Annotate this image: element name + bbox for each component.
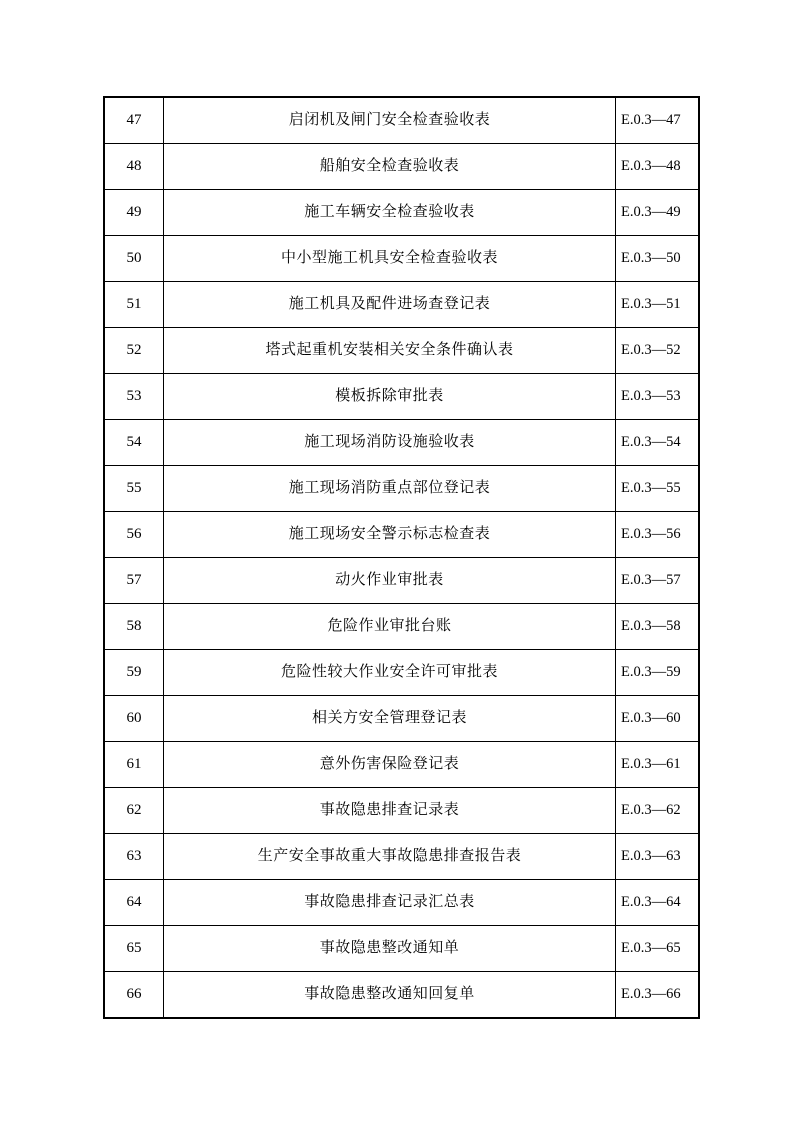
form-code: E.0.3—48 [616,144,700,190]
form-code: E.0.3—57 [616,558,700,604]
row-number: 51 [104,282,164,328]
form-name: 事故隐患排查记录表 [164,788,616,834]
row-number: 52 [104,328,164,374]
form-name: 施工现场安全警示标志检查表 [164,512,616,558]
table-row [104,190,699,236]
table-row [104,374,699,420]
row-number: 60 [104,696,164,742]
table-row [104,650,699,696]
row-number: 47 [104,97,164,144]
table-row [104,328,699,374]
form-code: E.0.3—51 [616,282,700,328]
form-name: 生产安全事故重大事故隐患排查报告表 [164,834,616,880]
form-name: 启闭机及闸门安全检查验收表 [164,97,616,144]
form-name: 施工现场消防重点部位登记表 [164,466,616,512]
row-number: 50 [104,236,164,282]
table-row [104,926,699,972]
form-index-table [103,96,700,1019]
form-code: E.0.3—52 [616,328,700,374]
row-number: 61 [104,742,164,788]
row-number: 55 [104,466,164,512]
form-code: E.0.3—61 [616,742,700,788]
form-code: E.0.3—47 [616,97,700,144]
form-name: 危险性较大作业安全许可审批表 [164,650,616,696]
row-number: 65 [104,926,164,972]
row-number: 48 [104,144,164,190]
table-row [104,972,699,1019]
table-row [104,420,699,466]
form-code: E.0.3—65 [616,926,700,972]
table-row [104,880,699,926]
form-name: 事故隐患整改通知单 [164,926,616,972]
row-number: 66 [104,972,164,1019]
form-name: 施工车辆安全检查验收表 [164,190,616,236]
form-name: 模板拆除审批表 [164,374,616,420]
form-code: E.0.3—49 [616,190,700,236]
row-number: 58 [104,604,164,650]
table-row [104,834,699,880]
table-row [104,97,699,144]
row-number: 56 [104,512,164,558]
row-number: 53 [104,374,164,420]
form-name: 危险作业审批台账 [164,604,616,650]
form-code: E.0.3—59 [616,650,700,696]
form-code: E.0.3—63 [616,834,700,880]
form-name: 事故隐患排查记录汇总表 [164,880,616,926]
form-name: 施工现场消防设施验收表 [164,420,616,466]
form-name: 事故隐患整改通知回复单 [164,972,616,1019]
form-code: E.0.3—50 [616,236,700,282]
form-name: 意外伤害保险登记表 [164,742,616,788]
table-row [104,466,699,512]
row-number: 54 [104,420,164,466]
row-number: 62 [104,788,164,834]
row-number: 64 [104,880,164,926]
table-row [104,696,699,742]
table-row [104,236,699,282]
row-number: 57 [104,558,164,604]
form-name: 施工机具及配件进场查登记表 [164,282,616,328]
form-code: E.0.3—53 [616,374,700,420]
table-row [104,788,699,834]
table-row [104,742,699,788]
form-code: E.0.3—58 [616,604,700,650]
form-name: 船舶安全检查验收表 [164,144,616,190]
table-row [104,604,699,650]
form-name: 相关方安全管理登记表 [164,696,616,742]
form-code: E.0.3—56 [616,512,700,558]
row-number: 59 [104,650,164,696]
table-row [104,558,699,604]
form-code: E.0.3—55 [616,466,700,512]
table-row [104,144,699,190]
row-number: 63 [104,834,164,880]
form-code: E.0.3—64 [616,880,700,926]
table-row [104,282,699,328]
table-row [104,512,699,558]
form-name: 塔式起重机安装相关安全条件确认表 [164,328,616,374]
row-number: 49 [104,190,164,236]
form-code: E.0.3—62 [616,788,700,834]
form-code: E.0.3—54 [616,420,700,466]
form-code: E.0.3—60 [616,696,700,742]
form-name: 中小型施工机具安全检查验收表 [164,236,616,282]
form-name: 动火作业审批表 [164,558,616,604]
form-code: E.0.3—66 [616,972,700,1019]
